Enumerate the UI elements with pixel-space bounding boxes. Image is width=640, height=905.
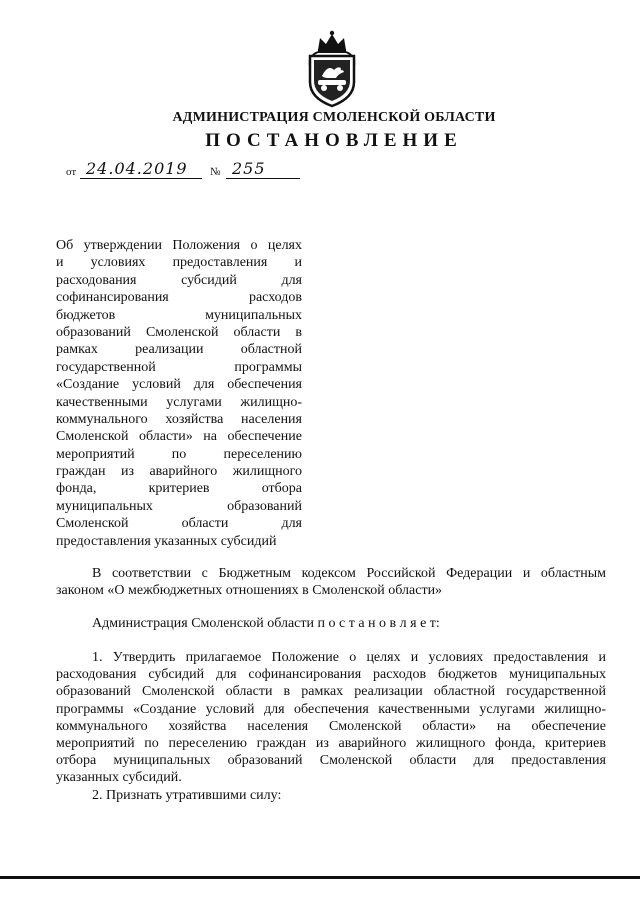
- subject-line: образований Смоленской области в: [56, 324, 302, 340]
- paragraph-line: образований Смоленской области в рамках реализации областной государственной: [56, 684, 606, 700]
- handwritten-date: 24.04.2019: [86, 159, 188, 178]
- paragraph-line: коммунального хозяйства населения Смоленской области» на обеспечение: [56, 718, 606, 734]
- subject-line: Смоленской области» на обеспечение: [56, 429, 302, 445]
- subject-line: предоставления указанных субсидий: [56, 533, 277, 549]
- paragraph-line: отбора муниципальных образований Смоленской области для предоставления: [56, 753, 606, 769]
- paragraph-line: В соответствии с Бюджетным кодексом Российской Федерации и областным: [92, 566, 606, 581]
- subject-line: Смоленской области для: [56, 516, 302, 532]
- item-1-paragraph: [56, 649, 606, 787]
- subject-line: муниципальных образований: [56, 498, 302, 514]
- smolensk-coat-of-arms-emblem: [298, 30, 366, 108]
- subject-line: «Создание условий для обеспечения: [56, 377, 302, 393]
- subject-line: и условиях предоставления и: [56, 255, 302, 271]
- item-2-paragraph: [56, 787, 606, 804]
- bottom-edge-rule: [0, 876, 640, 879]
- paragraph-line: указанных субсидий.: [56, 770, 182, 786]
- paragraph-line: Администрация Смоленской области п о с т а н о в л я е т:: [92, 616, 440, 631]
- subject-line: бюджетов муниципальных: [56, 307, 302, 323]
- number-underline: [226, 178, 300, 179]
- paragraph-line: расходования субсидий для софинансирования расходов бюджетов муниципальных: [56, 667, 606, 683]
- subject-line: софинансирования расходов: [56, 290, 302, 306]
- paragraph-line: 2. Признать утратившими силу:: [92, 788, 282, 803]
- organization-name: АДМИНИСТРАЦИЯ СМОЛЕНСКОЙ ОБЛАСТИ: [172, 110, 496, 125]
- document-subject: [56, 237, 302, 550]
- subject-line: Об утверждении Положения о целях: [56, 238, 302, 253]
- date-label: от: [66, 166, 77, 178]
- subject-line: качественными услугами жилищно-: [56, 394, 302, 410]
- date-underline: [80, 178, 202, 179]
- subject-line: граждан из аварийного жилищного: [56, 464, 302, 480]
- preamble-paragraph: [56, 565, 606, 599]
- subject-line: государственной программы: [56, 359, 302, 375]
- subject-line: мероприятий по переселению: [56, 446, 302, 462]
- subject-line: расходования субсидий для: [56, 272, 302, 288]
- document-type-title: ПОСТАНОВЛЕНИЕ: [205, 130, 463, 151]
- handwritten-number: 255: [232, 159, 266, 178]
- subject-line: коммунального хозяйства населения: [56, 411, 302, 427]
- paragraph-line: законом «О межбюджетных отношениях в Смоленской области»: [56, 583, 443, 599]
- paragraph-line: программы «Создание условий для обеспечения качественными услугами жилищно-: [56, 701, 606, 717]
- subject-line: фонда, критериев отбора: [56, 481, 302, 497]
- subject-line: рамках реализации областной: [56, 342, 302, 358]
- paragraph-line: мероприятий по переселению граждан из аварийного жилищного фонда, критериев: [56, 735, 606, 751]
- paragraph-line: 1. Утвердить прилагаемое Положение о целях и условиях предоставления и: [92, 650, 606, 665]
- number-label: №: [210, 166, 221, 178]
- resolves-paragraph: [56, 615, 606, 632]
